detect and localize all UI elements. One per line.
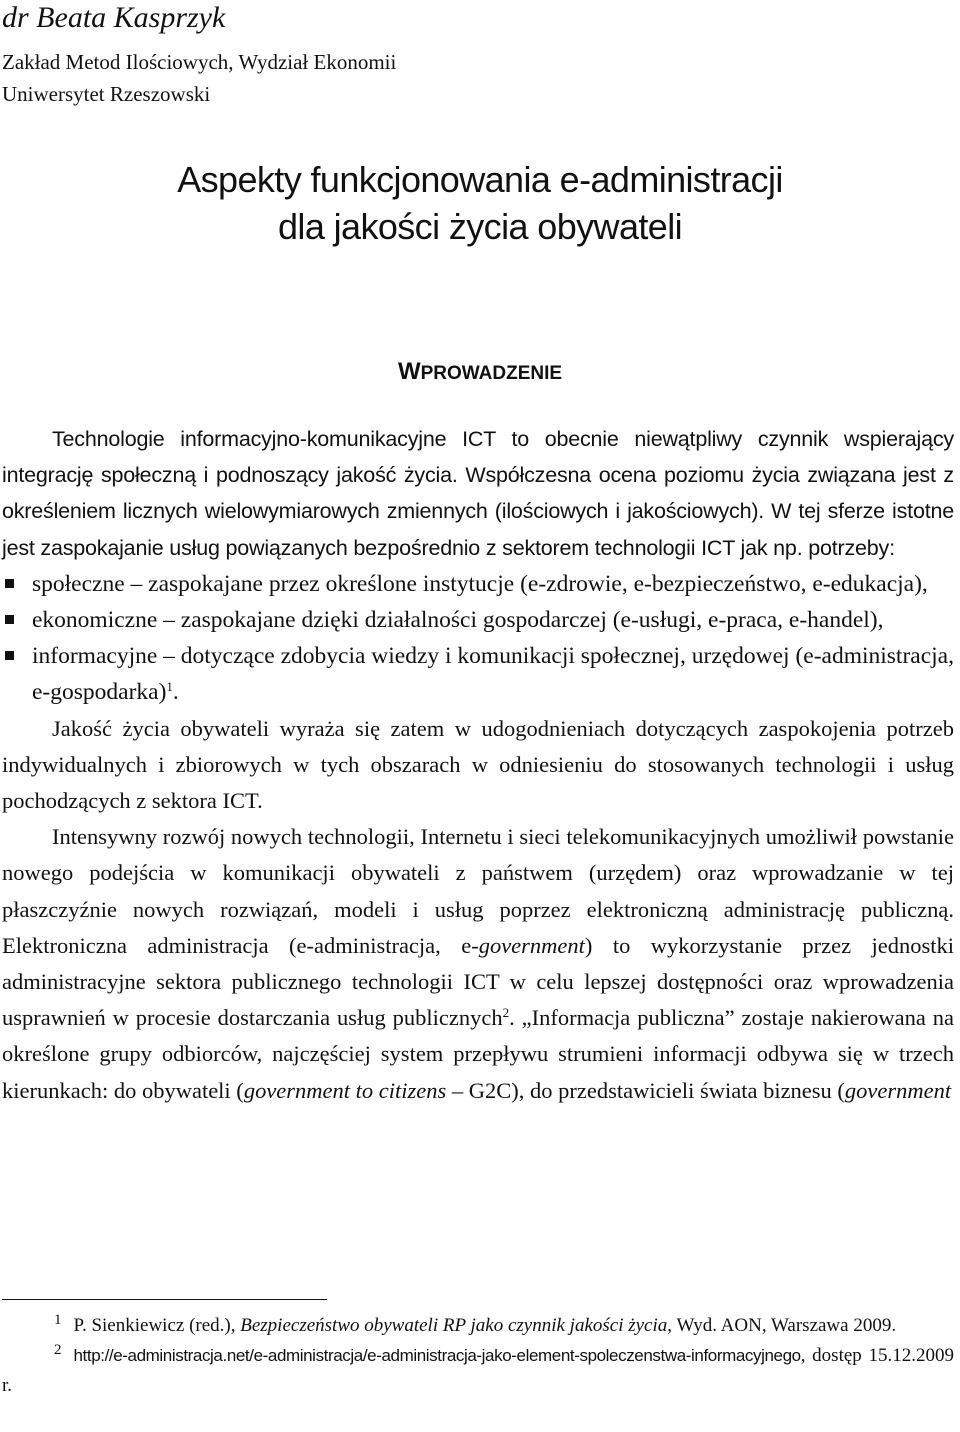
- footnote-2-text-b: , dostęp 15.12.2009 r.: [2, 1345, 954, 1396]
- paragraph-3-part4: – G2C), do przedstawicieli świata biznesu (: [446, 1077, 845, 1103]
- list-item: [2, 566, 954, 602]
- paragraph-3-part3: . „Informacja publiczna” zostaje nakierowana na określone grupy odbiorców, najczęściej system przepływu strumieni informacji odbywa się w trzech kierunkach: do obywateli (: [2, 1005, 954, 1103]
- footnote-2-number: 2: [54, 1342, 62, 1358]
- paper-title-line2: dla jakości życia obywateli: [278, 206, 682, 247]
- list-item: [2, 602, 954, 638]
- list-item-text: ekonomiczne – zaspokajane dzięki działalności gospodarczej (e-usługi, e-praca, e-handel),: [32, 607, 884, 634]
- list-item: [2, 638, 954, 710]
- footnote-1: [2, 1311, 954, 1341]
- footnote-1-text-b: , Wyd. AON, Warszawa 2009.: [667, 1315, 897, 1336]
- paragraph-2: Jakość życia obywateli wyraża się zatem w udogodnieniach dotyczących zaspokojenia potrzeb indywidualnych i zbiorowych w tych obszarach w odniesieniu do stosowanych technologii i usług pochodzących z sektora ICT.: [2, 715, 954, 814]
- square-bullet-icon: [5, 651, 14, 660]
- footnote-2-url-link[interactable]: http://e-administracja.net/e-administracja/e-administracja-jako-element-spoleczenstwa-informacyjnego: [73, 1346, 801, 1365]
- footnote-1-italic-title: Bezpieczeństwo obywateli RP jako czynnik jakości życia: [240, 1315, 668, 1336]
- needs-list: [2, 566, 954, 711]
- affiliation-university: Uniwersytet Rzeszowski: [2, 82, 211, 106]
- footnote-ref-1[interactable]: 1: [166, 679, 173, 695]
- paragraph-3: [2, 819, 954, 1109]
- square-bullet-icon: [5, 615, 14, 624]
- section-heading: [0, 357, 960, 389]
- body-text: [2, 421, 954, 1109]
- square-bullet-icon: [5, 579, 14, 588]
- list-item-text: [32, 643, 954, 705]
- affiliation-department: Zakład Metod Ilościowych, Wydział Ekonomii: [2, 50, 397, 74]
- list-item-text-main: informacyjne – dotyczące zdobycia wiedzy i komunikacji społecznej, urzędowej (e-administracja, e-gospodarka): [32, 643, 954, 706]
- paragraph-1: [2, 421, 954, 566]
- paragraph-3-part1: Intensywny rozwój nowych technologii, Internetu i sieci telekomunikacyjnych umożliwił powstanie nowego podejścia w komunikacji obywateli z państwem (urzędem) oraz wprowadzanie w tej płaszczyźnie nowych rozwiązań, modeli i usług poprzez elektroniczną administrację publiczną. Elektroniczna administracja (e-administracja, e-: [2, 824, 954, 958]
- footnote-separator: [2, 1299, 327, 1300]
- author-name: dr Beata Kasprzyk: [2, 1, 226, 34]
- footnote-1-text-a: P. Sienkiewicz (red.),: [73, 1315, 241, 1336]
- section-heading-rest: PROWADZENIE: [420, 363, 563, 384]
- footnote-2: [2, 1341, 954, 1401]
- footnote-ref-2[interactable]: 2: [502, 1005, 510, 1021]
- footnotes: [2, 1311, 954, 1401]
- paragraph-3-italic-government: government: [478, 932, 585, 958]
- paragraph-1-text: Technologie informacyjno-komunikacyjne ICT to obecnie niewątpliwy czynnik wspierający integrację społeczną i podnoszący jakość życia. Współczesna ocena poziomu życia związana jest z określeniem licznych wielowymiarowych zmiennych (ilościowych i jakościowych). W tej sferze istotne jest zaspokajanie usług powiązanych bezpośrednio z sektorem technologii ICT jak np. potrzeby:: [2, 427, 954, 560]
- list-item-text: społeczne – zaspokajane przez określone instytucje (e-zdrowie, e-bezpieczeństwo, e-edukacja),: [32, 570, 928, 597]
- list-item-text-end: .: [172, 679, 179, 706]
- paragraph-3-italic-government-end: government: [844, 1077, 952, 1103]
- section-heading-first-letter: W: [397, 358, 421, 385]
- paragraph-3-part2: ) to wykorzystanie przez jednostki administracyjne sektora publicznego technologii ICT w celu lepszej dostępności oraz wprowadzenia usprawnień w procesie dostarczania usług publicznych: [2, 932, 954, 1031]
- paper-title-line1: Aspekty funkcjonowania e-administracji: [177, 159, 783, 200]
- paragraph-3-italic-g2c: government to citizens: [243, 1077, 447, 1103]
- footnote-1-number: 1: [54, 1312, 62, 1328]
